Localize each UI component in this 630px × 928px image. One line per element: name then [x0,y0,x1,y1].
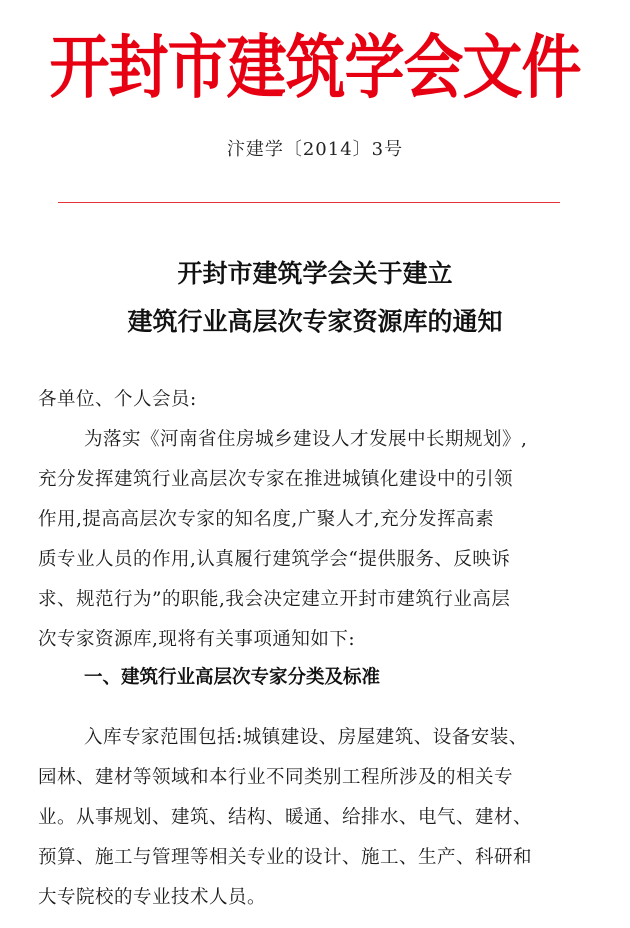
paragraph-1-line: 作用,提高高层次专家的知名度,广聚人才,充分发挥高素 [38,509,495,530]
notice-title-line-2: 建筑行业高层次专家资源库的通知 [127,307,503,336]
paragraph-2 [38,718,598,918]
document-header-title: 开封市建筑学会文件 [49,27,581,109]
paragraph-1-line: 为落实《河南省住房城乡建设人才发展中长期规划》, [84,429,528,450]
paragraph-2-line: 预算、施工与管理等相关专业的设计、施工、生产、科研和 [38,847,533,868]
paragraph-2-line: 业。从事规划、建筑、结构、暖通、给排水、电气、建材、 [38,807,533,828]
salutation: 各单位、个人会员: [38,389,197,410]
paragraph-2-line: 大专院校的专业技术人员。 [38,887,267,908]
paragraph-1-line: 充分发挥建筑行业高层次专家在推进城镇化建设中的引领 [38,469,514,490]
paragraph-2-line: 入库专家范围包括:城镇建设、房屋建筑、设备安装、 [84,727,528,748]
paragraph-1-line: 次专家资源库,现将有关事项通知如下: [38,629,356,650]
document-number: 汴建学〔2014〕3号 [226,139,404,160]
section-1-heading: 一、建筑行业高层次专家分类及标准 [84,667,381,688]
header-divider [58,202,560,203]
paragraph-1-line: 求、规范行为”的职能,我会决定建立开封市建筑行业高层 [38,589,511,610]
notice-title [0,250,630,346]
paragraph-2-line: 园林、建材等领域和本行业不同类别工程所涉及的相关专 [38,767,514,788]
paragraph-1-line: 质专业人员的作用,认真履行建筑学会“提供服务、反映诉 [38,549,511,570]
notice-title-line-1: 开封市建筑学会关于建立 [177,259,453,288]
paragraph-1 [38,420,598,660]
